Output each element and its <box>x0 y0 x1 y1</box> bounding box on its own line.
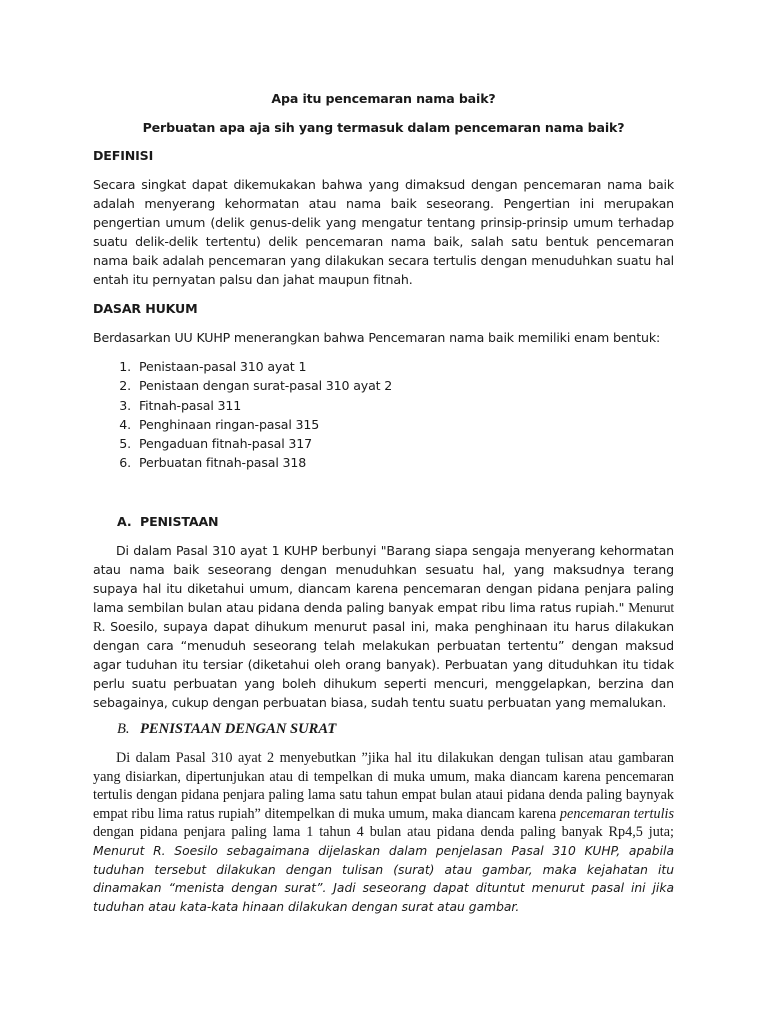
list-item-text: Pengaduan fitnah-pasal 317 <box>139 436 312 452</box>
definisi-heading: DEFINISI <box>93 148 154 163</box>
section-b-paragraph <box>93 749 674 916</box>
bentuk-list <box>93 357 653 473</box>
section-a-letter: A. <box>117 514 132 529</box>
section-b-letter: B. <box>117 721 130 737</box>
section-a-paragraph <box>93 541 674 712</box>
definisi-paragraph: Secara singkat dapat dikemukakan bahwa yang dimaksud dengan pencemaran nama baik adalah menyerang kehormatan atau nama baik seseorang. Pengertian ini merupakan pengertian umum (delik genus-delik yang mengatur tentang prinsip-prinsip umum terhadap suatu delik-delik tertentu) delik pencemaran nama baik, salah satu bentuk pencemaran nama baik adalah pencemaran yang dilakukan secara tertulis dengan menuduhkan suatu hal entah itu pernyatan palsu dan jahat maupun fitnah. <box>93 177 674 287</box>
list-item-number: 3. <box>119 397 131 413</box>
subtitle-question: Perbuatan apa aja sih yang termasuk dalam pencemaran nama baik? <box>142 120 625 135</box>
list-item <box>93 434 653 453</box>
section-a-quote: Di dalam Pasal 310 ayat 1 KUHP berbunyi "Barang siapa sengaja menyerang kehormatan atau nama baik seseorang dengan menuduhkan sesuatu hal, yang maksudnya terang supaya hal itu diketahui umum, diancam karena pencemaran dengan pidana penjara paling lama sembilan bulan atau pidana denda paling banyak empat ribu lima ratus rupiah." <box>93 543 674 615</box>
section-a-heading <box>117 512 218 531</box>
list-item-number: 1. <box>119 359 131 374</box>
section-b-text-part2: dengan pidana penjara paling lama 1 tahun 4 bulan atau pidana denda paling banyak Rp4,5 juta; <box>93 824 674 841</box>
list-item-text: Penghinaan ringan-pasal 315 <box>139 416 320 432</box>
section-b-title: PENISTAAN DENGAN SURAT <box>140 721 337 737</box>
section-a-explanation: Soesilo, supaya dapat dihukum menurut pasal ini, maka penghinaan itu harus dilakukan dengan cara “menuduh seseorang telah melakukan perbuatan tertentu” dengan maksud agar tuduhan itu tersiar (diketahui oleh orang banyak). Perbuatan yang dituduhkan itu tidak perlu suatu perbuatan yang boleh dihukum seperti mencuri, menggelapkan, berzina dan sebagainya, cukup dengan perbuatan biasa, sudah tentu suatu perbuatan yang memalukan. <box>93 619 674 710</box>
list-item-number: 6. <box>119 455 131 471</box>
section-a-menurut: Menurut R. <box>93 600 674 634</box>
list-item <box>93 453 653 472</box>
list-item-text: Fitnah-pasal 311 <box>139 397 242 413</box>
section-b-soesilo-note: Menurut R. Soesilo sebagaimana dijelaskan dalam penjelasan Pasal 310 KUHP, apabila tuduhan tersebut dilakukan dengan tulisan (surat) atau gambar, maka kejahatan itu dinamakan “menista dengan surat”. Jadi seseorang dapat dituntut menurut pasal ini jika tuduhan atau kata-kata hinaan dilakukan dengan surat atau gambar. <box>93 843 674 914</box>
dasar-hukum-intro: Berdasarkan UU KUHP menerangkan bahwa Pencemaran nama baik memiliki enam bentuk: <box>93 330 661 345</box>
list-item <box>93 376 653 395</box>
list-item-number: 2. <box>119 378 131 394</box>
list-item-number: 5. <box>119 436 131 452</box>
list-item-number: 4. <box>119 416 131 432</box>
dasar-hukum-heading: DASAR HUKUM <box>93 301 198 316</box>
section-a-title: PENISTAAN <box>140 514 219 529</box>
title-question: Apa itu pencemaran nama baik? <box>271 91 496 106</box>
section-b-text-part1: Di dalam Pasal 310 ayat 2 menyebutkan ”jika hal itu dilakukan dengan tulisan atau gambaran yang disiarkan, dipertunjukan atau di tempelkan di muka umum, maka diancam karena pencemaran tertulis dengan pidana penjara paling lama satu tahun empat bulan ataui pidana denda paling baynyak empat ribu lima ratus rupiah” ditempelkan di muka umum, maka diancam karena <box>93 750 674 822</box>
list-item <box>93 396 653 415</box>
list-item-text: Penistaan-pasal 310 ayat 1 <box>139 359 307 374</box>
section-b-italic-term: pencemaran tertulis <box>559 805 674 822</box>
section-b-heading <box>117 721 336 738</box>
list-item <box>93 357 653 376</box>
list-item <box>93 415 653 434</box>
list-item-text: Perbuatan fitnah-pasal 318 <box>139 455 307 471</box>
list-item-text: Penistaan dengan surat-pasal 310 ayat 2 <box>139 378 393 394</box>
